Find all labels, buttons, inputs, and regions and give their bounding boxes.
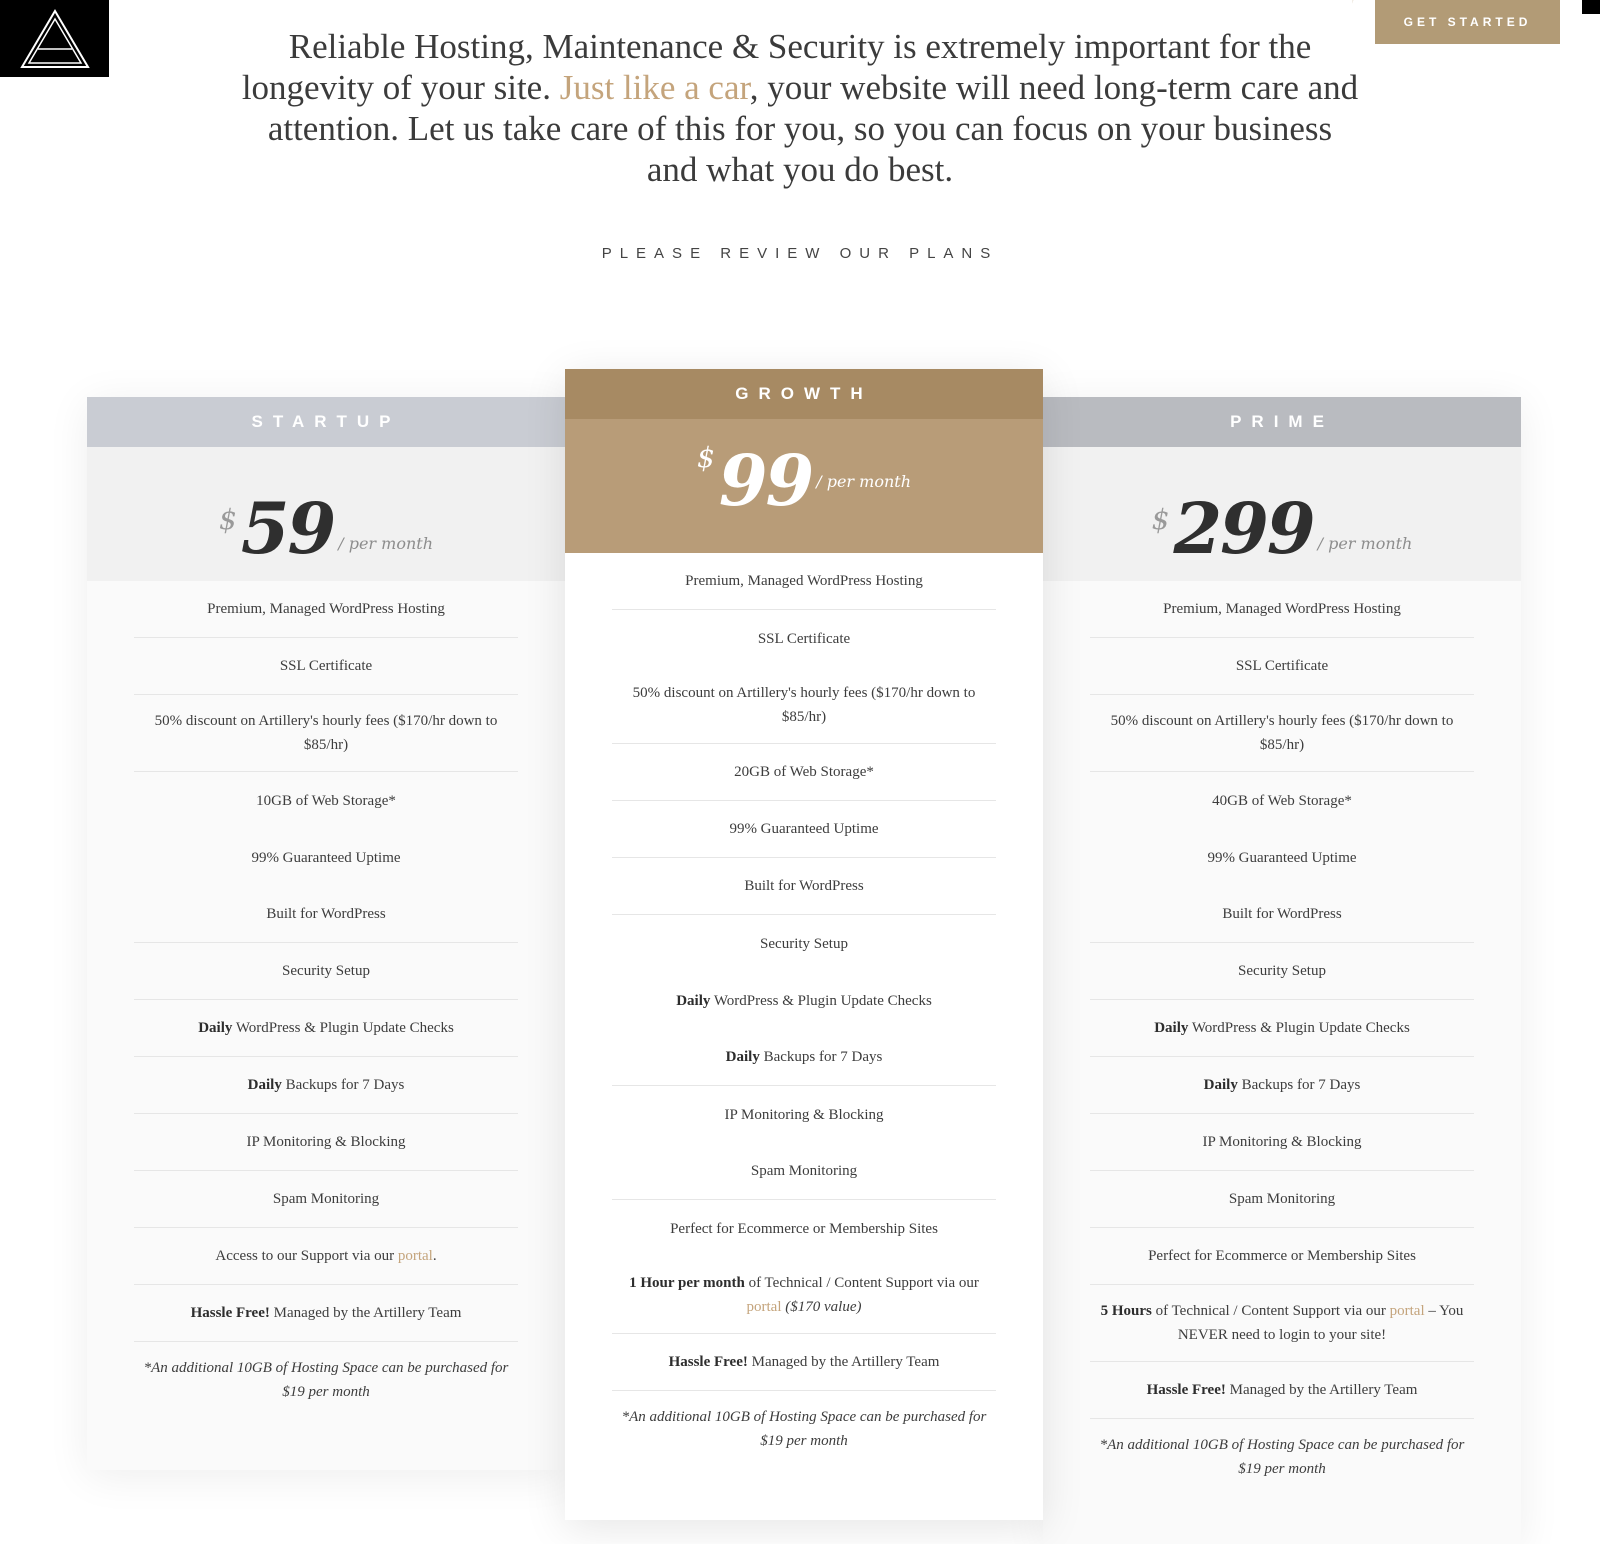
list-item [612, 1257, 996, 1334]
feature-text: Access to our Support via our [215, 1248, 398, 1264]
list-item: Premium, Managed WordPress Hosting [1090, 581, 1474, 638]
portal-link[interactable]: portal [397, 1248, 433, 1264]
price-box [1043, 447, 1521, 581]
list-item [1090, 1057, 1474, 1114]
feature-bold: Hassle Free! [190, 1305, 270, 1321]
feature-text: Backups for 7 Days [759, 1049, 883, 1065]
feature-text: ($170 value) [781, 1299, 862, 1315]
list-item [1090, 1000, 1474, 1057]
list-item: 50% discount on Artillery's hourly fees ($170/hr down to $85/hr) [612, 667, 996, 744]
list-item: IP Monitoring & Blocking [134, 1114, 518, 1171]
get-started-button[interactable]: GET STARTED [1375, 0, 1560, 44]
list-item [1090, 1285, 1474, 1362]
feature-text: – You NEVER need to login to your site! [1177, 1303, 1464, 1343]
list-item [134, 1057, 518, 1114]
price-amount: 299 [1173, 487, 1314, 570]
brand-logo[interactable] [0, 0, 109, 77]
feature-bold: Daily [1203, 1077, 1238, 1093]
feature-list [565, 553, 1043, 1467]
feature-bold: 1 Hour per month [629, 1275, 745, 1291]
plan-card-prime [1043, 397, 1521, 1544]
price-currency: $ [218, 503, 237, 536]
list-item: Built for WordPress [134, 886, 518, 943]
triangle-a-logo-icon [18, 7, 92, 71]
feature-bold: Daily [1154, 1020, 1189, 1036]
list-item: Premium, Managed WordPress Hosting [612, 553, 996, 610]
list-item [134, 1228, 518, 1285]
feature-bold: Daily [198, 1020, 233, 1036]
list-item: SSL Certificate [1090, 638, 1474, 695]
intro-paragraph [240, 26, 1360, 190]
list-item: Perfect for Ecommerce or Membership Sites [1090, 1228, 1474, 1285]
list-item: IP Monitoring & Blocking [1090, 1114, 1474, 1171]
feature-bold: Hassle Free! [668, 1354, 748, 1370]
list-item [134, 1285, 518, 1342]
list-item: 99% Guaranteed Uptime [612, 801, 996, 858]
list-item: SSL Certificate [134, 638, 518, 695]
list-item [612, 1029, 996, 1086]
price-period: / per month [816, 472, 911, 491]
feature-text: WordPress & Plugin Update Checks [232, 1020, 454, 1036]
plan-price [697, 441, 911, 521]
plan-card-growth [565, 369, 1043, 1520]
feature-bold: Daily [725, 1049, 760, 1065]
list-item: Spam Monitoring [612, 1143, 996, 1200]
feature-text: . [432, 1248, 437, 1264]
feature-text: Managed by the Artillery Team [747, 1354, 940, 1370]
list-item: Security Setup [1090, 943, 1474, 1000]
price-period: / per month [338, 534, 433, 553]
price-currency: $ [1151, 503, 1170, 536]
intro-text-2: , your website will need long-term care and attention. Let us take care of this for you, so you can focus on your business and what you do best. [267, 68, 1359, 189]
price-currency: $ [696, 441, 715, 474]
feature-text: WordPress & Plugin Update Checks [710, 992, 932, 1009]
feature-text: Backups for 7 Days [1237, 1077, 1361, 1093]
feature-text: of Technical / Content Support via our [1151, 1303, 1390, 1319]
list-item: 50% discount on Artillery's hourly fees ($170/hr down to $85/hr) [1090, 695, 1474, 772]
list-item: Perfect for Ecommerce or Membership Sites [670, 1220, 938, 1237]
list-item: Spam Monitoring [134, 1171, 518, 1228]
feature-text: Managed by the Artillery Team [269, 1305, 462, 1321]
feature-bold: Daily [247, 1077, 282, 1093]
plans-heading: PLEASE REVIEW OUR PLANS [601, 245, 999, 262]
list-item: Spam Monitoring [1090, 1171, 1474, 1228]
plan-price [219, 489, 433, 569]
list-item: Built for WordPress [1090, 886, 1474, 943]
feature-text: Backups for 7 Days [281, 1077, 405, 1093]
price-box [565, 419, 1043, 553]
list-item [1090, 1362, 1474, 1419]
feature-bold: Hassle Free! [1146, 1382, 1226, 1398]
corner-decoration [1582, 0, 1600, 14]
list-item [134, 1000, 518, 1057]
list-item: Premium, Managed WordPress Hosting [134, 581, 518, 638]
list-item: 50% discount on Artillery's hourly fees ($170/hr down to $85/hr) [134, 695, 518, 772]
list-item: 40GB of Web Storage* [1212, 792, 1352, 809]
plan-price [1152, 489, 1413, 569]
price-box [87, 447, 565, 581]
price-amount: 59 [240, 487, 335, 570]
plan-title: GROWTH [565, 369, 1043, 419]
intro-text-1: Reliable Hosting, Maintenance & Security is extremely important for the longevity of your site. [241, 27, 1312, 107]
portal-link[interactable]: portal [746, 1299, 782, 1315]
feature-list [87, 581, 565, 1418]
feature-list [1043, 581, 1521, 1495]
plan-note: *An additional 10GB of Hosting Space can be purchased for $19 per month [143, 1360, 509, 1400]
intro-accent-text: Just like a car [559, 68, 750, 107]
feature-text: Managed by the Artillery Team [1225, 1382, 1418, 1398]
feature-bold: Daily [676, 992, 711, 1009]
portal-link[interactable]: portal [1389, 1303, 1425, 1319]
list-item: 20GB of Web Storage* [612, 744, 996, 801]
list-item [612, 1334, 996, 1391]
plan-card-startup [87, 397, 565, 1470]
plan-title: STARTUP [87, 397, 565, 447]
list-item: 99% Guaranteed Uptime [251, 849, 401, 866]
list-item: Security Setup [760, 935, 848, 952]
list-item: IP Monitoring & Blocking [724, 1106, 884, 1123]
plan-title: PRIME [1043, 397, 1521, 447]
price-amount: 99 [718, 439, 813, 522]
plan-note: *An additional 10GB of Hosting Space can be purchased for $19 per month [1099, 1437, 1465, 1477]
list-item: Security Setup [134, 943, 518, 1000]
plan-note: *An additional 10GB of Hosting Space can be purchased for $19 per month [621, 1409, 987, 1449]
list-item [612, 972, 996, 1029]
list-item: 99% Guaranteed Uptime [1207, 849, 1357, 866]
list-item: Built for WordPress [612, 858, 996, 915]
feature-text: WordPress & Plugin Update Checks [1188, 1020, 1410, 1036]
feature-bold: 5 Hours [1100, 1303, 1152, 1319]
list-item: SSL Certificate [757, 630, 851, 647]
price-period: / per month [1317, 534, 1413, 553]
feature-text: of Technical / Content Support via our [744, 1275, 979, 1291]
list-item: 10GB of Web Storage* [256, 792, 396, 809]
